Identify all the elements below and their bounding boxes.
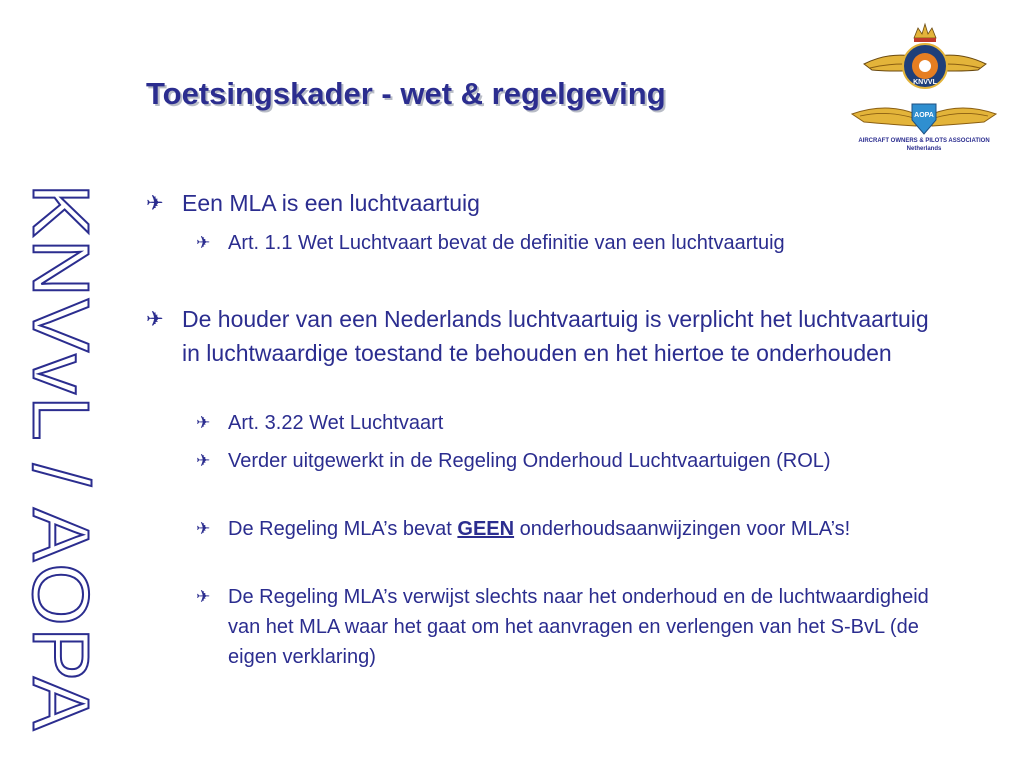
bullet-text: Een MLA is een luchtvaartuig [182,190,480,216]
bullet-text-before: De Regeling MLA’s bevat [228,518,458,540]
knvvl-logo [862,20,988,100]
aopa-badge-text: AOPA [914,112,934,119]
slide-title: Toetsingskader - wet & regelgeving [146,76,666,111]
aopa-logo [850,100,998,156]
sub-bullet-item [196,408,956,438]
sub-bullet-item [196,446,956,476]
plane-bullet-icon: ✈ [196,233,211,253]
plane-bullet-icon: ✈ [146,191,164,215]
side-text-label: KNVvL / AOPA [16,183,105,733]
emphasis-geen: GEEN [457,518,515,540]
plane-bullet-icon: ✈ [196,413,211,433]
bullet-text: Verder uitgewerkt in de Regeling Onderhoud Luchtvaartuigen (ROL) [228,450,831,472]
bullet-item [146,302,946,370]
bullet-text: Art. 3.22 Wet Luchtvaart [228,412,444,434]
bullet-text [196,514,956,544]
bullet-item [146,186,946,220]
side-watermark-text [16,178,105,738]
sub-bullet-item [196,228,976,258]
bullet-text: De houder van een Nederlands luchtvaartuig is verplicht het luchtvaartuig in luchtwaardige toestand te behouden en het hiertoe te onderhouden [182,306,929,366]
plane-bullet-icon: ✈ [196,519,211,539]
sub-bullet-item [196,514,956,544]
aopa-name-text: AIRCRAFT OWNERS & PILOTS ASSOCIATION [858,138,990,144]
knvvl-logo-text: KNVVL [913,79,937,86]
aopa-country-text: Netherlands [906,146,942,152]
bullet-text: Art. 1.1 Wet Luchtvaart bevat de definitie van een luchtvaartuig [228,232,785,254]
bullet-text: De Regeling MLA’s verwijst slechts naar het onderhoud en de luchtwaardigheid van het MLA waar het gaat om het aanvragen en verlengen van het S-BvL (de eigen verklaring) [228,586,929,668]
plane-bullet-icon: ✈ [146,307,164,331]
plane-bullet-icon: ✈ [196,451,211,471]
sub-bullet-item [196,582,956,672]
bullet-text-after: onderhoudsaanwijzingen voor MLA’s! [514,518,851,540]
plane-bullet-icon: ✈ [196,587,211,607]
